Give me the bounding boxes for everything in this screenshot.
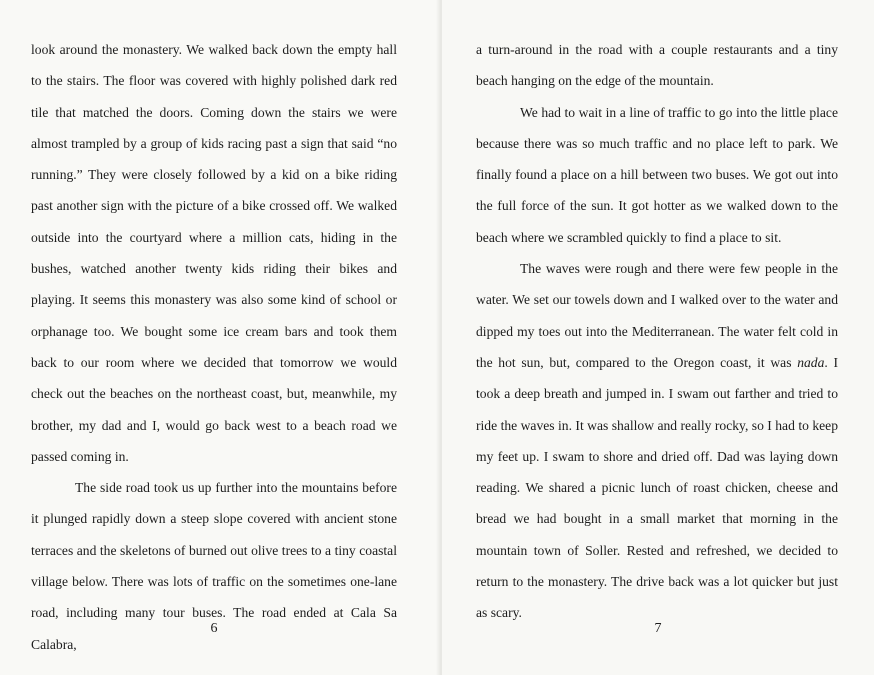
page-number: 6 [210, 621, 218, 636]
paragraph: The side road took us up further into the mountains before it plunged rapidly down a steep slope covered with ancient stone terraces and the skeletons of burned out olive trees to a tiny coastal village below. There was lots of traffic on the sometimes one-lane road, including many tour buses. The road ended at Cala Sa Calabra, [31, 480, 397, 652]
paragraph: look around the monastery. We walked back down the empty hall to the stairs. The floor was covered with highly polished dark red tile that matched the doors. Coming down the stairs we were almost trampled by a group of kids racing past a sign that said “no running.” They were closely followed by a kid on a bike riding past another sign with the picture of a bike crossed off. We walked outside into the courtyard where a million cats, hiding in the bushes, watched another twenty kids riding their bikes and playing. It seems this monastery was also some kind of school or orphanage too. We bought some ice cream bars and took them back to our room where we decided that tomorrow we would check out the beaches on the northeast coast, but, meanwhile, my brother, my dad and I, would go back west to a beach road we passed coming in. [31, 42, 397, 464]
left-page-text [31, 34, 397, 660]
paragraph: The waves were rough and there were few people in the water. We set our towels down and I walked over to the water and dipped my toes out into the Mediterranean. The water felt cold in the hot sun, but, compared to the Oregon coast, it was nada. I took a deep breath and jumped in. I swam out farther and tried to ride the waves in. It was shallow and really rocky, so I had to keep my feet up. I swam to shore and dried off. Dad was laying down reading. We shared a picnic lunch of roast chicken, cheese and bread we had bought in a small market that morning in the mountain town of Soller. Rested and refreshed, we decided to return to the monastery. The drive back was a lot quicker but just as scary. [476, 261, 838, 621]
paragraph: a turn-around in the road with a couple restaurants and a tiny beach hanging on the edge of the mountain. [476, 42, 838, 89]
page-number: 7 [654, 621, 662, 636]
right-page-text [476, 34, 838, 629]
paragraph: We had to wait in a line of traffic to go into the little place because there was so much traffic and no place left to park. We finally found a place on a hill between two buses. We got out into the full force of the sun. It got hotter as we walked down to the beach where we scrambled quickly to find a place to sit. [476, 104, 838, 245]
emphasis: nada [797, 354, 825, 370]
right-page [442, 0, 874, 675]
